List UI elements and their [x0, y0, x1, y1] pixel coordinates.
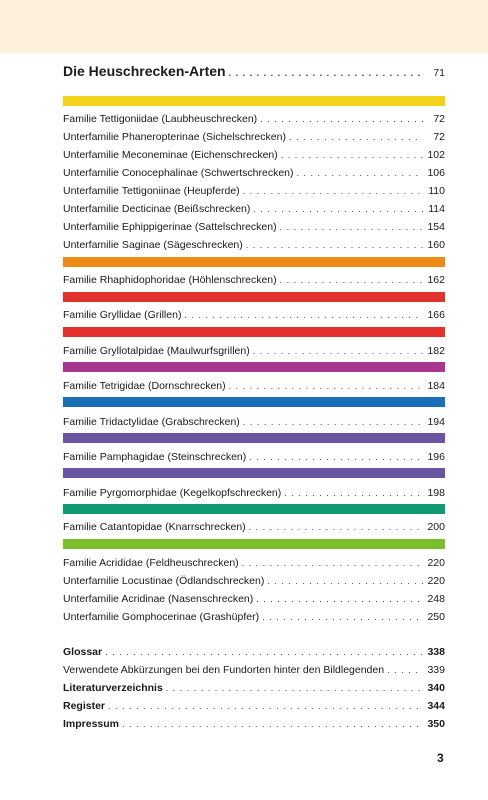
leader-dots: [260, 113, 423, 126]
toc-entry-label: Familie Rhaphidophoridae (Höhlenschrecken): [63, 274, 277, 286]
toc-entry-page: 344: [427, 700, 445, 712]
leader-dots: [122, 718, 423, 731]
toc-entry-page: 102: [427, 149, 445, 161]
toc-entry[interactable]: [63, 203, 445, 216]
section-color-bar: [63, 96, 445, 106]
toc-entry-label: Familie Gryllotalpidae (Maulwurfsgrillen): [63, 345, 250, 357]
toc-entry-page: 196: [427, 451, 445, 463]
toc-entry-page: 220: [427, 557, 445, 569]
section-color-bar: [63, 468, 445, 478]
toc-entry[interactable]: [63, 416, 445, 429]
toc-entry-label: Familie Pamphagidae (Steinschrecken): [63, 451, 247, 463]
leader-dots: [243, 416, 423, 429]
toc-entry-page: 350: [427, 718, 445, 730]
section-color-bar: [63, 433, 445, 443]
leader-dots: [267, 575, 423, 588]
toc-entry-label: Literaturverzeichnis: [63, 682, 163, 694]
toc-entry-page: 106: [427, 167, 445, 179]
toc-backmatter-entry[interactable]: [63, 700, 445, 713]
top-color-band: [0, 0, 488, 53]
section-color-bar: [63, 397, 445, 407]
leader-dots: [253, 203, 423, 216]
toc-entry-label: Register: [63, 700, 106, 712]
section-color-bar: [63, 292, 445, 302]
section-color-bar: [63, 539, 445, 549]
toc-entry-page: 110: [428, 185, 445, 197]
toc-heading-page: 71: [433, 67, 445, 79]
leader-dots: [281, 149, 423, 162]
toc-entry-page: 162: [427, 274, 445, 286]
toc-entry-label: Unterfamilie Phaneropterinae (Sichelschrecken): [63, 131, 286, 143]
toc-entry-page: 184: [427, 380, 445, 392]
toc-entry-label: Unterfamilie Locustinae (Ödlandschrecken): [63, 575, 265, 587]
toc-entry-page: 182: [427, 345, 445, 357]
toc-entry-label: Familie Gryllidae (Grillen): [63, 309, 182, 321]
toc-entry-label: Impressum: [63, 718, 120, 730]
toc-backmatter-entry[interactable]: [63, 718, 445, 731]
leader-dots: [105, 646, 423, 659]
toc-entry[interactable]: [63, 113, 445, 126]
leader-dots: [253, 345, 423, 358]
leader-dots: [242, 557, 423, 570]
toc-backmatter-entry[interactable]: [63, 664, 445, 677]
toc-entry-page: 200: [427, 521, 445, 533]
toc-entry-page: 338: [427, 646, 445, 658]
leader-dots: [284, 487, 423, 500]
toc-entry[interactable]: [63, 274, 445, 287]
toc-entry-page: 194: [427, 416, 445, 428]
toc-entry[interactable]: [63, 131, 445, 144]
toc-entry-label: Unterfamilie Saginae (Sägeschrecken): [63, 239, 243, 251]
toc-backmatter-entry[interactable]: [63, 646, 445, 659]
toc-entry-page: 72: [433, 131, 445, 143]
toc-entry-label: Unterfamilie Gomphocerinae (Grashüpfer): [63, 611, 260, 623]
toc-entry-label: Glossar: [63, 646, 103, 658]
toc-entry-label: Unterfamilie Decticinae (Beißschrecken): [63, 203, 251, 215]
toc-entry-label: Verwendete Abkürzungen bei den Fundorten hinter den Bildlegenden: [63, 664, 385, 676]
leader-dots: [289, 131, 423, 144]
toc-entry-label: Familie Catantopidae (Knarrschrecken): [63, 521, 246, 533]
leader-dots: [108, 700, 423, 713]
leader-dots: [184, 309, 423, 322]
toc-entry-page: 154: [427, 221, 445, 233]
toc-entry-label: Familie Pyrgomorphidae (Kegelkopfschrecken): [63, 487, 282, 499]
page-number: 3: [437, 751, 444, 765]
leader-dots: [280, 274, 423, 287]
leader-dots: [387, 664, 423, 677]
toc-entry-page: 166: [427, 309, 445, 321]
section-color-bar: [63, 257, 445, 267]
toc-entry-page: 160: [427, 239, 445, 251]
toc-entry[interactable]: [63, 167, 445, 180]
toc-entry-page: 339: [427, 664, 445, 676]
toc-entry-page: 72: [433, 113, 445, 125]
toc-entry[interactable]: [63, 451, 445, 464]
toc-main-heading[interactable]: [63, 62, 445, 82]
toc-backmatter-entry[interactable]: [63, 682, 445, 695]
toc-entry-label: Familie Tetrigidae (Dornschrecken): [63, 380, 226, 392]
toc-entry-label: Familie Tridactylidae (Grabschrecken): [63, 416, 240, 428]
toc-entry[interactable]: [63, 221, 445, 234]
section-color-bar: [63, 327, 445, 337]
leader-dots: [256, 593, 423, 606]
leader-dots: [246, 239, 423, 252]
leader-dots: [243, 185, 423, 198]
toc-entry-page: 250: [427, 611, 445, 623]
toc-entry-page: 248: [427, 593, 445, 605]
toc-entry-page: 340: [427, 682, 445, 694]
toc-entry-label: Unterfamilie Meconeminae (Eichenschrecken): [63, 149, 278, 161]
toc-entry[interactable]: [63, 557, 445, 570]
toc-entry[interactable]: [63, 149, 445, 162]
toc-entry-label: Unterfamilie Conocephalinae (Schwertschrecken): [63, 167, 294, 179]
toc-entry[interactable]: [63, 575, 445, 588]
toc-entry-label: Familie Acrididae (Feldheuschrecken): [63, 557, 239, 569]
toc-entry-label: Familie Tettigoniidae (Laubheuschrecken): [63, 113, 258, 125]
section-color-bar: [63, 504, 445, 514]
toc-entry[interactable]: [63, 309, 445, 322]
toc-entry[interactable]: [63, 487, 445, 500]
toc-entry-page: 114: [428, 203, 445, 215]
leader-dots: [229, 64, 423, 82]
leader-dots: [166, 682, 423, 695]
toc-entry-label: Unterfamilie Acridinae (Nasenschrecken): [63, 593, 254, 605]
toc-entry-page: 198: [427, 487, 445, 499]
toc-entry[interactable]: [63, 345, 445, 358]
toc-entry[interactable]: [63, 185, 445, 198]
toc-entry-label: Unterfamilie Ephippigerinae (Sattelschrecken): [63, 221, 277, 233]
toc-entry[interactable]: [63, 593, 445, 606]
leader-dots: [249, 521, 423, 534]
section-color-bar: [63, 362, 445, 372]
toc-entry-label: Unterfamilie Tettigoniinae (Heupferde): [63, 185, 240, 197]
toc-entry[interactable]: [63, 380, 445, 393]
toc-entry[interactable]: [63, 239, 445, 252]
toc-heading-title: Die Heuschrecken-Arten: [63, 63, 226, 79]
leader-dots: [280, 221, 423, 234]
leader-dots: [249, 451, 423, 464]
leader-dots: [262, 611, 423, 624]
leader-dots: [297, 167, 423, 180]
toc-entry[interactable]: [63, 521, 445, 534]
toc-entry[interactable]: [63, 611, 445, 624]
leader-dots: [229, 380, 423, 393]
toc-entry-page: 220: [427, 575, 445, 587]
